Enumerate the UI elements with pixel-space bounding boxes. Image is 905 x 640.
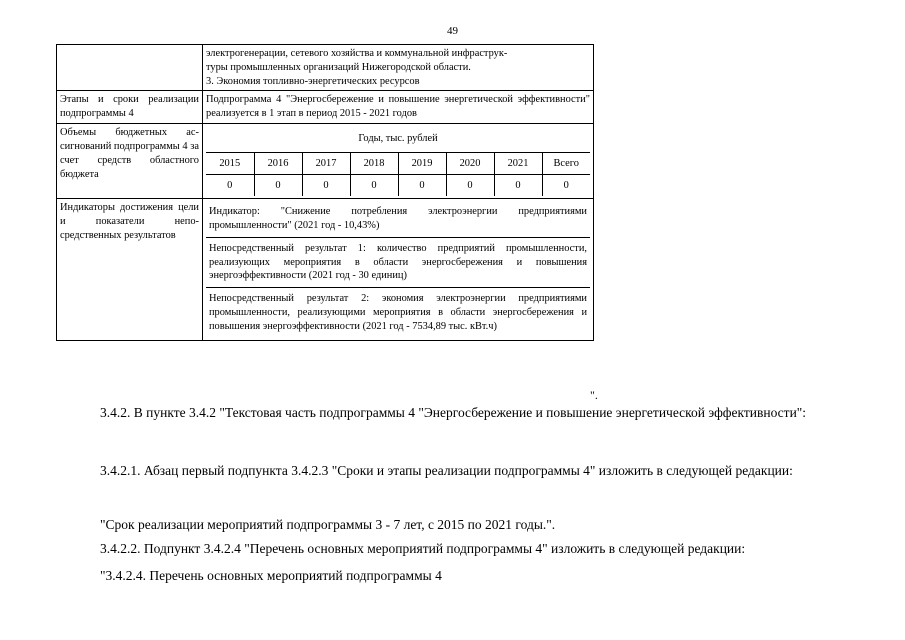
table-row [57, 199, 594, 341]
content-line: туры промышленных организаций Нижегородской области. [206, 61, 471, 73]
budget-table [206, 126, 590, 196]
year-cell: 2017 [302, 153, 350, 175]
value-cell: 0 [350, 175, 398, 197]
budget-cell [203, 124, 594, 199]
paragraph: "3.4.2.4. Перечень основных мероприятий подпрограммы 4 [100, 568, 442, 583]
indicator-text: Индикатор: "Снижение потребления электроэнергии предприятиями промышленности" (2021 год - 10,43%) [209, 206, 587, 231]
year-cell: 2021 [494, 153, 542, 175]
value-cell: 0 [302, 175, 350, 197]
content-line: электрогенерации, сетевого хозяйства и коммунальной инфраструк- [206, 48, 508, 59]
value-cell: 0 [446, 175, 494, 197]
subprogram-passport-table [56, 44, 594, 341]
paragraph: 3.4.2. В пункте 3.4.2 "Текстовая часть подпрограммы 4 "Энергосбережение и повышение энергетической эффективности": [100, 405, 807, 420]
value-cell: 0 [398, 175, 446, 197]
total-header-cell: Всего [542, 153, 590, 175]
total-value-cell: 0 [542, 175, 590, 197]
indicators-cell [203, 199, 594, 341]
row-label [57, 45, 203, 91]
closing-quote: ". [590, 388, 598, 402]
table-row [57, 91, 594, 124]
value-cell: 0 [206, 175, 254, 197]
result-2-text: Непосредственный результат 2: экономия электроэнергии предприятиями промышленности, реализующими мероприятия в области энергосбережения и повышения энергоэффективности (2021 год - 7534,89 тыс. кВт.ч) [206, 287, 590, 337]
value-cell: 0 [494, 175, 542, 197]
row-label: Объемы бюджетных ассигнований подпрограммы 4 за счет средств областного бюджета [57, 124, 203, 199]
value-cell: 0 [254, 175, 302, 197]
paragraph: 3.4.2.1. Абзац первый подпункта 3.4.2.3 "Сроки и этапы реализации подпрограммы 4" изложить в следующей редакции: [100, 463, 793, 478]
row-label: Индикаторы достижения цели и показатели непосредственных результатов [57, 199, 203, 341]
table-row [57, 124, 594, 199]
table-row [57, 45, 594, 91]
row-content [203, 45, 594, 91]
year-cell: 2015 [206, 153, 254, 175]
content-line: 3. Экономия топливно-энергетических ресурсов [206, 75, 420, 87]
row-label: Этапы и сроки реализации подпрограммы 4 [57, 91, 203, 124]
year-cell: 2019 [398, 153, 446, 175]
year-cell: 2018 [350, 153, 398, 175]
paragraph: 3.4.2.2. Подпункт 3.4.2.4 "Перечень основных мероприятий подпрограммы 4" изложить в следующей редакции: [100, 541, 746, 556]
row-content: Подпрограмма 4 "Энергосбережение и повышение энергетической эффективности" реализуется в 1 этап в период 2015 - 2021 годов [203, 91, 594, 124]
year-cell: 2016 [254, 153, 302, 175]
budget-header: Годы, тыс. рублей [358, 133, 438, 145]
page-number: 49 [447, 25, 458, 37]
paragraph: "Срок реализации мероприятий подпрограммы 3 - 7 лет, с 2015 по 2021 годы.". [100, 517, 556, 532]
year-cell: 2020 [446, 153, 494, 175]
result-1-text: Непосредственный результат 1: количество предприятий промышленности, реализующих мероприятия в области энергосбережения и повышения энергоэффективности (2021 год - 30 единиц) [206, 237, 590, 287]
